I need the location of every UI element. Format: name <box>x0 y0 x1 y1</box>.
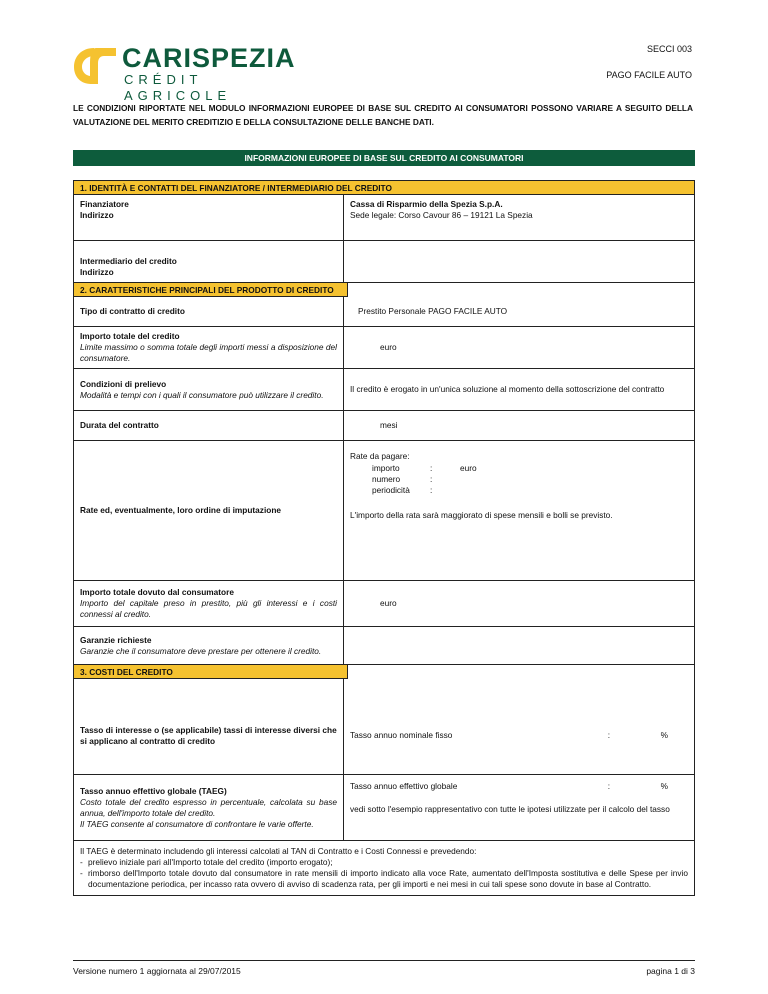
lender-value: Cassa di Risparmio della Spezia S.p.A. <box>350 199 503 209</box>
taeg-label: Tasso annuo effettivo globale (TAEG) <box>80 785 227 796</box>
conditions-notice: LE CONDIZIONI RIPORTATE NEL MODULO INFORMAZIONI EUROPEE DI BASE SUL CREDITO AI CONSUMATORI POSSONO VARIARE A SEGUITO DELLA VALUTAZIONE DEL MERITO CREDITIZIO E DELLA CONSULTAZIONE DELLE BANCHE DATI. <box>73 103 693 127</box>
taeg-calc-bullet-1: prelievo iniziale pari all'Importo totale del credito (importo erogato); <box>88 857 333 867</box>
installments-title: Rate da pagare: <box>350 451 410 461</box>
intermediary-label: Intermediario del credito <box>80 256 177 266</box>
table-row <box>74 581 694 627</box>
intermediary-address-label: Indirizzo <box>80 267 114 277</box>
table-row <box>74 297 694 327</box>
table-row <box>74 411 694 441</box>
total-due-value: euro <box>380 598 397 608</box>
label-cell <box>74 195 344 240</box>
address-label: Indirizzo <box>80 210 114 220</box>
table-row <box>74 327 694 369</box>
total-credit-desc: Limite massimo o somma totale degli importi messi a disposizione del consumatore. <box>80 342 337 363</box>
bullet: - <box>80 857 83 867</box>
section-1-title: 1. IDENTITÀ E CONTATTI DEL FINANZIATORE / INTERMEDIARIO DEL CREDITO <box>74 181 694 195</box>
lender-label: Finanziatore <box>80 199 129 209</box>
value-cell <box>344 195 694 240</box>
colon: : <box>430 463 433 473</box>
taeg-calc-bullet-2: rimborso dell'Importo totale dovuto dal consumatore in rate mensili di importo indicato alla voce Rate, aumentato dell'Imposta sostitutiva e delle Spese per invio documentazione periodica, per incasso rata ovvero di avviso di scadenza rata, per gli importi e nei mesi in cui tali spese sono dovute in base al Contratto. <box>88 868 688 889</box>
footer-page-number: pagina 1 di 3 <box>646 966 695 976</box>
contract-type-label: Tipo di contratto di credito <box>80 306 185 316</box>
colon: : <box>607 730 610 740</box>
table-row <box>74 441 694 581</box>
label-cell <box>74 679 344 774</box>
total-credit-label: Importo totale del credito <box>80 331 180 341</box>
installment-amount-row <box>372 463 688 474</box>
installment-frequency-row <box>372 485 688 496</box>
value-cell <box>344 297 694 326</box>
interest-value-row <box>350 730 688 741</box>
logo-mark-icon <box>72 46 118 86</box>
value-cell <box>344 775 694 840</box>
total-due-desc: Importo del capitale preso in prestito, più gli interessi e i costi connessi al credito. <box>80 598 337 619</box>
value-cell <box>344 411 694 440</box>
page-header <box>0 0 768 103</box>
percent-sign: % <box>660 781 668 791</box>
installment-amount-currency: euro <box>460 463 477 473</box>
label-cell <box>74 581 344 626</box>
table-row <box>74 195 694 241</box>
bullet: - <box>80 868 83 878</box>
table-row <box>74 241 694 283</box>
value-cell <box>344 241 694 282</box>
guarantees-label: Garanzie richieste <box>80 634 152 645</box>
table-row <box>74 627 694 665</box>
main-title: INFORMAZIONI EUROPEE DI BASE SUL CREDITO AI CONSUMATORI <box>73 150 695 166</box>
duration-label: Durata del contratto <box>80 420 159 430</box>
taeg-calculation <box>74 841 694 895</box>
document-code: SECCI 003 <box>646 44 692 54</box>
product-name: PAGO FACILE AUTO <box>606 70 692 80</box>
installment-number-label: numero <box>372 474 401 484</box>
footer-version: Versione numero 1 aggiornata al 29/07/2015 <box>73 966 241 976</box>
table-row <box>74 775 694 841</box>
installment-amount-label: importo <box>372 463 400 473</box>
table-row <box>74 679 694 775</box>
installments-note: L'importo della rata sarà maggiorato di spese mensili e bolli se previsto. <box>350 510 613 520</box>
installment-frequency-label: periodicità <box>372 485 410 495</box>
list-item <box>80 857 688 868</box>
label-cell <box>74 411 344 440</box>
colon: : <box>607 781 610 791</box>
value-cell <box>344 627 694 664</box>
withdrawal-desc: Modalità e tempi con i quali il consumatore può utilizzare il credito. <box>80 389 324 400</box>
total-credit-value: euro <box>380 342 397 352</box>
value-cell <box>344 679 694 774</box>
value-cell <box>344 441 694 580</box>
label-cell <box>74 441 344 580</box>
logo-brand-text: CARISPEZIA <box>122 43 296 73</box>
installments-label: Rate ed, eventualmente, loro ordine di imputazione <box>80 505 282 515</box>
colon: : <box>430 474 433 484</box>
duration-value: mesi <box>380 420 398 430</box>
label-cell <box>74 327 344 368</box>
installment-number-row <box>372 474 688 485</box>
total-due-label: Importo totale dovuto dal consumatore <box>80 587 234 597</box>
installments-grid <box>350 463 688 496</box>
table-row <box>74 369 694 411</box>
percent-sign: % <box>660 730 668 740</box>
logo-sub-text: CRÉDIT AGRICOLE <box>124 72 232 103</box>
label-cell <box>74 775 344 840</box>
interest-label: Tasso di interesse o (se applicabile) tassi di interesse diversi che si applicano al contratto di credito <box>80 724 337 746</box>
section-3-title: 3. COSTI DEL CREDITO <box>74 665 348 679</box>
taeg-calc-intro: Il TAEG è determinato includendo gli interessi calcolati al TAN di Contratto e i Costi Connessi e prevedendo: <box>80 846 477 856</box>
footer-divider <box>73 960 695 961</box>
interest-value-label: Tasso annuo nominale fisso <box>350 730 453 740</box>
table-row <box>74 841 694 895</box>
label-cell <box>74 627 344 664</box>
value-cell <box>344 581 694 626</box>
contract-type-value: Prestito Personale PAGO FACILE AUTO <box>358 306 508 316</box>
taeg-desc-2: Il TAEG consente al consumatore di confrontare le varie offerte. <box>80 818 314 829</box>
withdrawal-value: Il credito è erogato in un'unica soluzione al momento della sottoscrizione del contratto <box>350 384 665 394</box>
list-item <box>80 868 688 890</box>
withdrawal-label: Condizioni di prelievo <box>80 378 167 389</box>
value-cell <box>344 327 694 368</box>
taeg-value-label: Tasso annuo effettivo globale <box>350 781 458 791</box>
section-2-title: 2. CARATTERISTICHE PRINCIPALI DEL PRODOTTO DI CREDITO <box>74 283 348 297</box>
colon: : <box>430 485 433 495</box>
guarantees-desc: Garanzie che il consumatore deve prestare per ottenere il credito. <box>80 645 322 656</box>
address-value: Sede legale: Corso Cavour 86 – 19121 La Spezia <box>350 210 533 220</box>
label-cell <box>74 369 344 410</box>
info-table <box>73 180 695 896</box>
taeg-note: vedi sotto l'esempio rappresentativo con tutte le ipotesi utilizzate per il calcolo del tasso <box>350 804 670 814</box>
taeg-desc-1: Costo totale del credito espresso in percentuale, calcolata su base annua, dell'importo totale del credito. <box>80 796 337 818</box>
value-cell <box>344 369 694 410</box>
label-cell <box>74 297 344 326</box>
label-cell <box>74 241 344 282</box>
carispezia-logo <box>72 43 312 103</box>
taeg-value-row <box>350 781 688 792</box>
